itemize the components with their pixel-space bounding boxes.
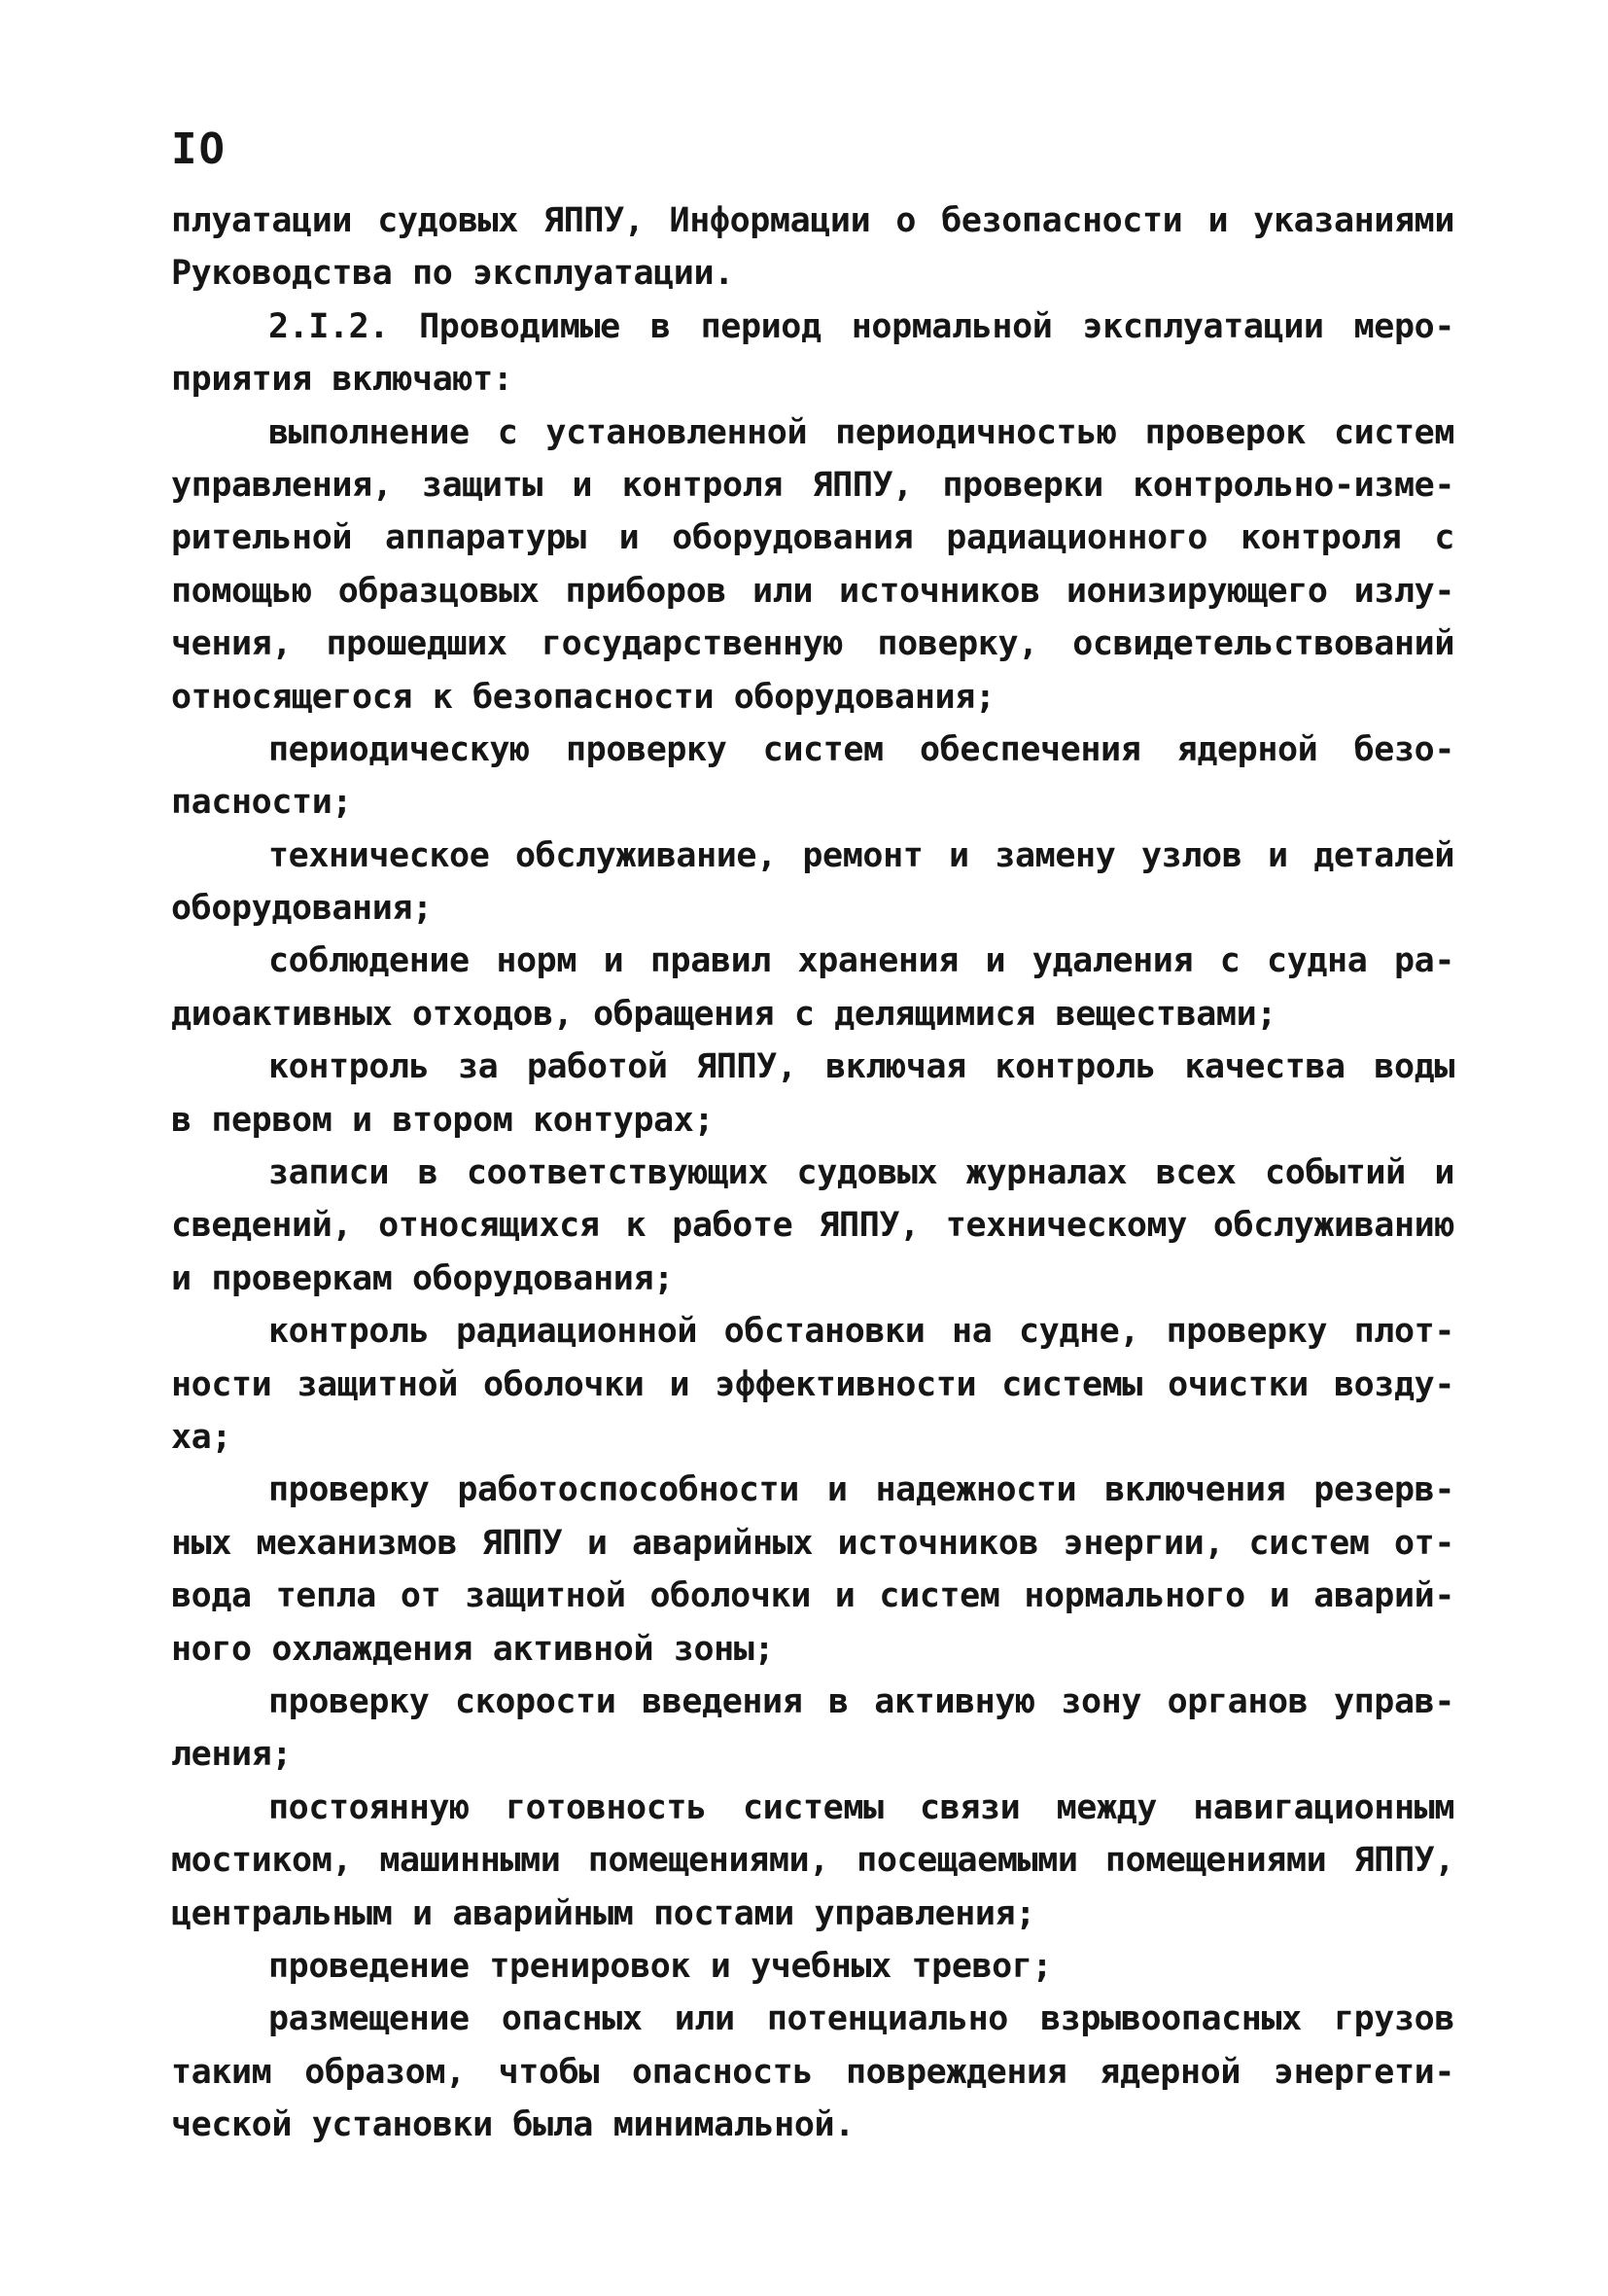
text-line: контроль радиационной обстановки на судне, проверку плот- (268, 1312, 1454, 1352)
text-line: соблюдение норм и правил хранения и удаления с судна ра- (268, 941, 1454, 981)
text-line: 2.I.2. Проводимые в период нормальной эксплуатации меро- (268, 306, 1454, 346)
text-line: и проверкам оборудования; (171, 1258, 674, 1298)
text-line: диоактивных отходов, обращения с делящимися веществами; (171, 994, 1276, 1034)
text-line: управления, защиты и контроля ЯППУ, проверки контрольно-изме- (171, 465, 1454, 505)
text-line: проверку скорости введения в активную зону органов управ- (268, 1681, 1454, 1721)
text-line: плуатации судовых ЯППУ, Информации о безопасности и указаниями (171, 201, 1454, 240)
text-line: записи в соответствующих судовых журналах всех событий и (268, 1153, 1454, 1193)
text-line: относящегося к безопасности оборудования; (171, 677, 996, 717)
page-number: IO (171, 124, 227, 174)
text-line: помощью образцовых приборов или источников ионизирующего излу- (171, 571, 1454, 611)
text-line: пасности; (171, 783, 353, 823)
text-line: вода тепла от защитной оболочки и систем нормального и аварий- (171, 1576, 1454, 1616)
text-line: рительной аппаратуры и оборудования радиационного контроля с (171, 518, 1454, 558)
text-line: ных механизмов ЯППУ и аварийных источников энергии, систем от- (171, 1523, 1454, 1563)
text-line: центральным и аварийным постами управления; (171, 1893, 1035, 1933)
text-line: проведение тренировок и учебных тревог; (268, 1946, 1053, 1986)
text-line: оборудования; (171, 889, 433, 929)
text-line: Руководства по эксплуатации. (171, 254, 734, 294)
text-line: в первом и втором контурах; (171, 1100, 715, 1140)
text-line: периодическую проверку систем обеспечения ядерной безо- (268, 729, 1454, 769)
text-line: чения, прошедших государственную поверку, освидетельствований (171, 624, 1454, 664)
text-line: приятия включают: (171, 360, 513, 400)
body-text (171, 194, 1454, 2151)
text-line: постоянную готовность системы связи между навигационным (268, 1787, 1454, 1827)
text-line: ления; (171, 1735, 293, 1775)
text-line: сведений, относящихся к работе ЯППУ, техническому обслуживанию (171, 1206, 1454, 1246)
text-line: ного охлаждения активной зоны; (171, 1629, 775, 1669)
text-line: контроль за работой ЯППУ, включая контроль качества воды (268, 1047, 1454, 1087)
text-line: ности защитной оболочки и эффективности системы очистки возду- (171, 1364, 1454, 1404)
text-line: мостиком, машинными помещениями, посещаемыми помещениями ЯППУ, (171, 1841, 1454, 1881)
text-line: выполнение с установленной периодичностью проверок систем (268, 412, 1454, 452)
text-line: проверку работоспособности и надежности включения резерв- (268, 1470, 1454, 1510)
text-line: ха; (171, 1417, 232, 1457)
text-line: ческой установки была минимальной. (171, 2105, 855, 2145)
text-line: размещение опасных или потенциально взрывоопасных грузов (268, 1999, 1454, 2039)
text-line: таким образом, чтобы опасность повреждения ядерной энергети- (171, 2052, 1454, 2092)
text-line: техническое обслуживание, ремонт и замену узлов и деталей (268, 835, 1454, 875)
